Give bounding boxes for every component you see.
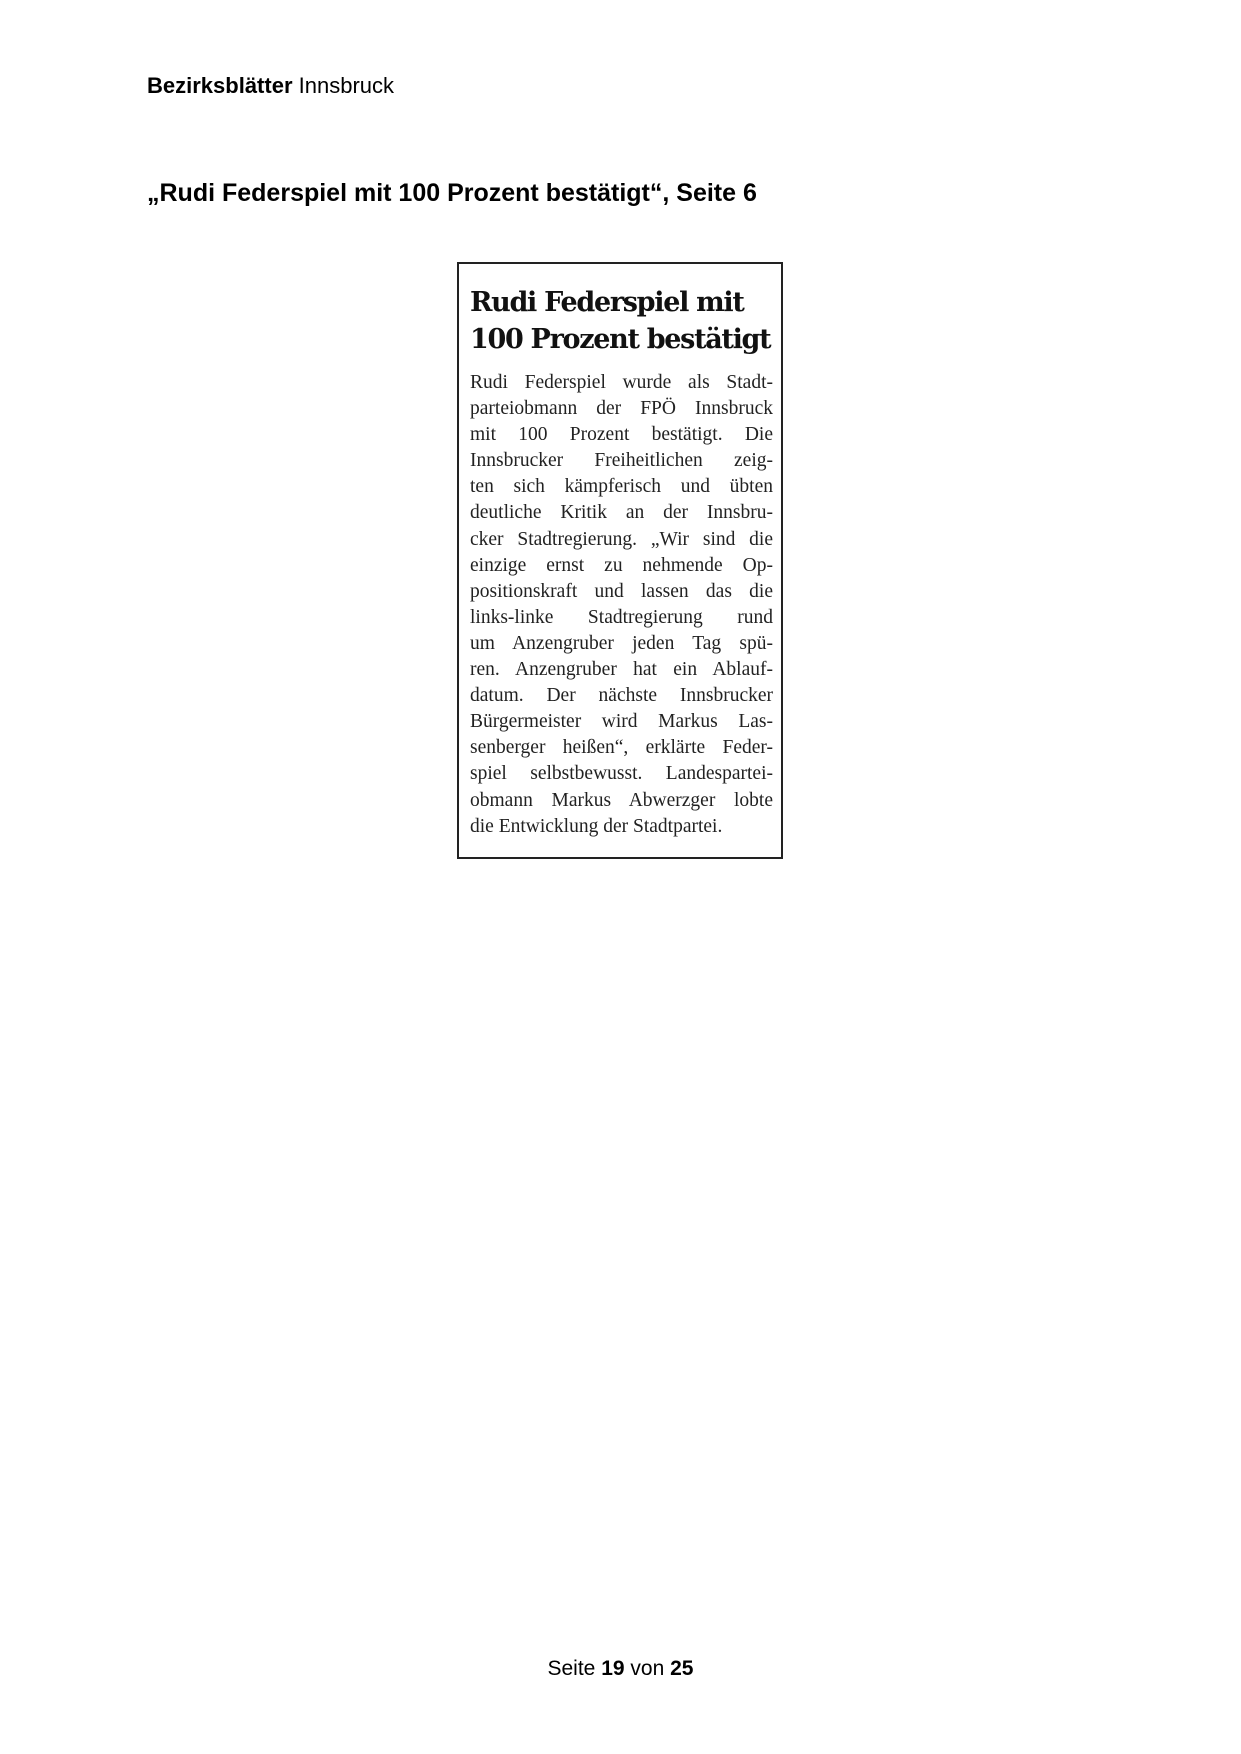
article-headline: „Rudi Federspiel mit 100 Prozent bestätigt“, Seite 6 bbox=[147, 179, 757, 207]
clipping-body-line: senberger heißen“, erklärte Feder- bbox=[470, 737, 773, 759]
clipping-body-line: positionskraft und lassen das die bbox=[470, 580, 773, 602]
clipping-body-line: mit 100 Prozent bestätigt. Die bbox=[470, 424, 773, 446]
clipping-body-line: ren. Anzengruber hat ein Ablauf- bbox=[470, 659, 773, 681]
footer-prefix: Seite bbox=[547, 1657, 596, 1680]
clipping-body-line: cker Stadtregierung. „Wir sind die bbox=[470, 528, 773, 550]
clipping-body-line: parteiobmann der FPÖ Innsbruck bbox=[470, 398, 773, 420]
clipping-title-line: 100 Prozent bestätigt bbox=[470, 324, 771, 355]
page-number-footer bbox=[0, 1656, 1241, 1682]
clipping-body-line: datum. Der nächste Innsbrucker bbox=[470, 685, 773, 707]
clipping-body-line: die Entwicklung der Stadtpartei. bbox=[470, 815, 723, 837]
clipping-body-line: obmann Markus Abwerzger lobte bbox=[470, 789, 773, 811]
publication-name: Bezirksblätter bbox=[147, 73, 293, 98]
article-clipping bbox=[457, 262, 783, 859]
clipping-body-line: um Anzengruber jeden Tag spü- bbox=[470, 632, 773, 654]
clipping-body-line: Innsbrucker Freiheitlichen zeig- bbox=[470, 450, 773, 472]
clipping-body-line: einzige ernst zu nehmende Op- bbox=[470, 554, 773, 576]
publication-header bbox=[147, 72, 394, 100]
total-pages-number: 25 bbox=[670, 1657, 694, 1680]
clipping-body-line: Rudi Federspiel wurde als Stadt- bbox=[470, 372, 773, 393]
publication-edition: Innsbruck bbox=[298, 73, 395, 98]
clipping-body-line: spiel selbstbewusst. Landespartei- bbox=[470, 763, 773, 785]
clipping-body-line: links-linke Stadtregierung rund bbox=[470, 606, 773, 628]
clipping-body-line: ten sich kämpferisch und übten bbox=[470, 476, 773, 498]
current-page-number: 19 bbox=[601, 1657, 625, 1680]
clipping-body-line: Bürgermeister wird Markus Las- bbox=[470, 711, 773, 733]
clipping-body-line: deutliche Kritik an der Innsbru- bbox=[470, 502, 773, 524]
footer-separator: von bbox=[630, 1657, 665, 1680]
clipping-body bbox=[470, 370, 773, 840]
clipping-title-line: Rudi Federspiel mit bbox=[470, 287, 744, 318]
clipping-title bbox=[470, 284, 773, 358]
